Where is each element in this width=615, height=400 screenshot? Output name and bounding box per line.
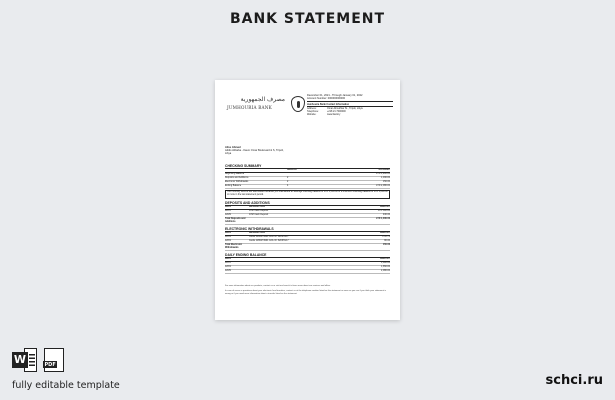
table-cell: AMOUNT — [287, 169, 298, 171]
table-cell: LYD 600.00 — [378, 210, 390, 213]
table-cell: Total Deposits and Additions — [225, 218, 246, 224]
summary-table — [225, 169, 390, 189]
bank-name-arabic: مصرف الجمهورية — [240, 96, 285, 103]
table-row — [225, 270, 390, 274]
table-cell — [249, 262, 349, 265]
table-cell: 80.00 — [384, 240, 390, 243]
contact-list — [307, 107, 393, 116]
table-cell: 12/19 — [225, 240, 231, 243]
checking-summary-title: CHECKING SUMMARY — [225, 164, 390, 169]
file-format-icons — [12, 348, 64, 372]
table-cell: DATE — [225, 258, 232, 260]
table-cell: 1,030.00 — [381, 177, 390, 180]
table-cell: Electronic Withdrawals — [225, 181, 249, 184]
word-file-icon: W — [12, 348, 38, 372]
table-cell: ATM Cash Deposit — [249, 210, 269, 213]
table-cell: LYD 1,200.00 — [376, 173, 390, 176]
table-cell: ATM Cash Deposit — [249, 214, 269, 217]
statement-period: December 01, 2021 - Through January 01, 2022 — [307, 94, 363, 97]
table-cell: 12/15 — [225, 210, 231, 213]
table-cell: 4 — [287, 185, 289, 188]
contact-value: Omar Almukhtar St., Tripoli, Libya — [327, 107, 363, 110]
table-cell: 12/19 — [225, 236, 231, 239]
table-cell: 150.00 — [382, 181, 390, 184]
table-cell: 12/29 — [225, 270, 231, 273]
table-cell: LYD 70 — [382, 236, 390, 239]
table-cell: DATE/REF — [378, 169, 390, 171]
contact-value: www.bank.ly — [327, 113, 341, 116]
holder-name: Aliss Ahmed — [225, 146, 241, 149]
contact-title: Jumhouria Bank Contact Information — [307, 101, 393, 107]
table-cell — [249, 258, 349, 261]
deposits-table — [225, 206, 390, 225]
table-cell: 2 — [287, 177, 289, 180]
table-cell: 430.00 — [382, 214, 390, 217]
table-row — [225, 244, 390, 251]
table-cell: AMOUNT — [379, 206, 390, 208]
table-cell: LYD 2,080.00 — [376, 185, 390, 188]
bank-emblem-icon — [291, 96, 305, 112]
table-cell — [249, 266, 349, 269]
checking-summary — [225, 164, 390, 199]
table-cell: 12/19 — [225, 266, 231, 269]
ending-balance-section — [225, 253, 390, 274]
table-cell: DATE — [225, 206, 232, 208]
contact-key: Address: — [307, 107, 317, 110]
page-title: BANK STATEMENT — [229, 11, 386, 27]
contact-key: Telephone: — [307, 110, 319, 113]
table-cell: Total Electronic Withdrawals — [225, 244, 243, 250]
contact-value: +218 21 7000000 — [327, 110, 346, 113]
footer-line-1: For more information about our products, contact us or visit our branch to learn more about our services and offers. — [225, 285, 331, 287]
table-cell: Deposits and Additions — [225, 177, 249, 180]
bank-name-english: JUMHOURIA BANK — [227, 105, 272, 110]
footer-line-2: In case of errors or questions about your electronic fund transfers, contact us at the telephone number listed on this statement as soon as you can if you think your statement is wrong or if you need more information about a transfer listed on the statement. — [225, 289, 387, 295]
table-cell: 12/15 — [225, 262, 231, 265]
statement-footer — [225, 285, 390, 295]
table-cell: LYD 1,030.00 — [376, 218, 390, 221]
ending-balance-title: DAILY ENDING BALANCE — [225, 253, 390, 258]
table-cell: AMOUNT — [379, 232, 390, 234]
holder-city: Libya — [225, 152, 232, 156]
holder-address: Addis Abbaba - Kaum Omar Boulevard & S, Tripoli, — [225, 149, 284, 153]
table-cell: DESCRIPTION — [249, 206, 265, 208]
statement-header-info — [307, 94, 393, 116]
bank-logo — [225, 96, 315, 118]
deposits-title: DEPOSITS AND ADDITIONS — [225, 201, 390, 206]
fee-note: Your monthly service fee was waived because you maintained an average checking balance of LYD 1,500.00 or a minimum checking balance of LYD 1,000.00 or more in the last statement period. — [225, 190, 390, 199]
table-cell — [225, 169, 287, 172]
brand-watermark: schci.ru — [545, 373, 603, 388]
table-cell: 12/29 — [225, 214, 231, 217]
table-cell: 2 — [287, 181, 289, 184]
contact-row — [307, 113, 393, 116]
account-holder — [225, 146, 345, 156]
table-cell: 2,080.00 — [381, 270, 390, 273]
account-number: Account Number: 000000000000 — [307, 97, 346, 101]
statement-document — [215, 80, 400, 320]
table-cell: AMOUNT — [379, 258, 390, 260]
table-row — [225, 218, 390, 225]
table-cell — [249, 244, 349, 250]
withdrawals-section — [225, 227, 390, 251]
table-cell: Cards 1189274901 GOL ID: 8206SV17 — [249, 236, 289, 239]
table-cell: Cards 1189274901 GOL ID: 8206SV17 — [249, 240, 289, 243]
table-cell: 1,800.00 — [381, 262, 390, 265]
table-cell — [249, 270, 349, 273]
contact-key: Website: — [307, 113, 317, 116]
table-cell — [249, 218, 349, 224]
deposits-section — [225, 201, 390, 225]
template-caption: fully editable template — [12, 380, 120, 391]
pdf-file-icon: PDF — [44, 348, 64, 372]
table-cell: DATE — [225, 232, 232, 234]
withdrawals-table — [225, 232, 390, 251]
ending-table — [225, 258, 390, 274]
table-cell: 1,650.00 — [381, 266, 390, 269]
table-row — [225, 185, 390, 189]
table-cell: Ending Balance — [225, 185, 242, 188]
table-cell — [287, 173, 349, 176]
table-cell: Beginning Balance — [225, 173, 245, 176]
withdrawals-title: ELECTRONIC WITHDRAWALS — [225, 227, 390, 232]
table-cell: DESCRIPTION — [249, 232, 265, 234]
table-cell: 150.00 — [382, 244, 390, 247]
